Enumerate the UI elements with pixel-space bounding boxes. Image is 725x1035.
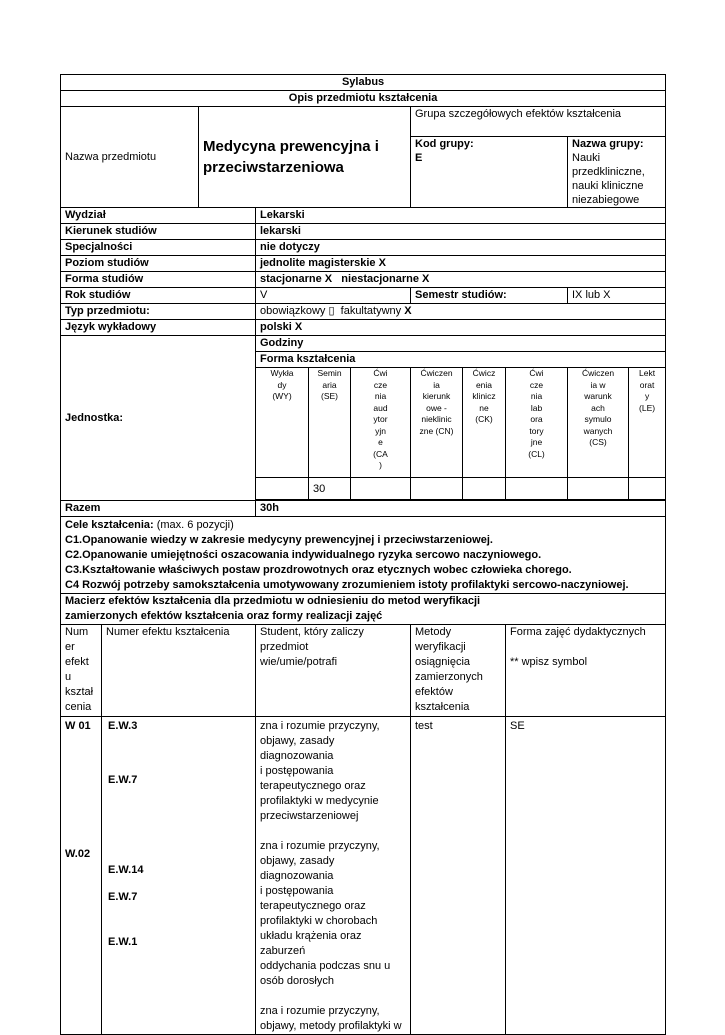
- type-value-mark: X: [404, 305, 412, 317]
- effect-code: E.W.7: [108, 891, 138, 903]
- hours-value: [629, 478, 666, 500]
- matrix-col-header: Student, który zaliczy przedmiot wie/umie/potrafi: [256, 625, 411, 717]
- course-name-value: Medycyna prewencyjna i przeciwstarzeniowa: [199, 107, 411, 208]
- matrix-col-header: Forma zajęć dydaktycznych ** wpisz symbol: [506, 625, 666, 717]
- goals-heading: Cele kształcenia:: [65, 519, 154, 531]
- hours-value: [411, 478, 463, 500]
- hours-value: [463, 478, 506, 500]
- type-label: Typ przedmiotu:: [61, 304, 256, 320]
- info-value: Lekarski: [256, 208, 666, 224]
- effect-number-cell: [61, 717, 102, 1035]
- effect-code: E.W.14: [108, 864, 144, 876]
- info-label: Kierunek studiów: [61, 224, 256, 240]
- course-name-label: Nazwa przedmiotu: [61, 107, 199, 208]
- info-label: Wydział: [61, 208, 256, 224]
- effect-number: W.02: [65, 848, 91, 860]
- group-name-value: Nauki przedkliniczne, nauki kliniczne niezabiegowe: [572, 152, 645, 206]
- form-header: Lekt orat y (LE): [629, 368, 666, 478]
- hours-value: 30: [309, 478, 351, 500]
- group-code-label: Kod grupy:: [415, 138, 474, 150]
- info-value: nie dotyczy: [256, 240, 666, 256]
- group-code-value: E: [415, 152, 423, 164]
- effect-description: zna i rozumie przyczyny, objawy, zasady diagnozowania i postępowania terapeutycznego oraz profilaktyki w medycynie przeciwstarzeniowej zna i rozumie przyczyny, objawy, zasady diagnozowania i postępowania terapeutycznego oraz profilaktyki w chorobach układu krążenia oraz zaburzeń oddychania podczas snu u osób dorosłych zna i rozumie przyczyny, objawy, metody profilaktyki w: [256, 717, 411, 1035]
- year-label: Rok studiów: [61, 288, 256, 304]
- form-header: Wykła dy (WY): [256, 368, 309, 478]
- syllabus-subtitle: Opis przedmiotu kształcenia: [61, 91, 666, 107]
- info-label: Specjalności: [61, 240, 256, 256]
- course-group-label: Grupa szczegółowych efektów kształcenia: [411, 107, 666, 137]
- type-value: obowiązkowy ▯ fakultatywny: [260, 305, 405, 317]
- matrix-heading: Macierz efektów kształcenia dla przedmiotu w odniesieniu do metod weryfikacji zamierzonych efektów kształcenia oraz formy realizacji zajęć: [61, 594, 666, 625]
- total-label: Razem: [61, 501, 256, 517]
- total-value: 30h: [256, 501, 666, 517]
- effect-code: E.W.1: [108, 936, 138, 948]
- matrix-col-header: Metody weryfikacji osiągnięcia zamierzonych efektów kształcenia: [411, 625, 506, 717]
- info-label: Poziom studiów: [61, 256, 256, 272]
- class-form: SE: [506, 717, 666, 1035]
- goal-item: C1.Opanowanie wiedzy w zakresie medycyny prewencyjnej i przeciwstarzeniowej.: [65, 534, 493, 546]
- year-value: V: [256, 288, 411, 304]
- hours-value: [351, 478, 411, 500]
- effect-code: E.W.3: [108, 720, 138, 732]
- goal-item: C3.Kształtowanie właściwych postaw prozdrowotnych oraz etycznych wobec człowieka chorego.: [65, 564, 572, 576]
- language-label: Język wykładowy: [61, 320, 256, 336]
- matrix-col-header: Num er efekt u kształ cenia: [61, 625, 102, 717]
- semester-value: IX lub X: [568, 288, 666, 304]
- verification-method: test: [411, 717, 506, 1035]
- hours-label: Godziny: [256, 336, 666, 352]
- syllabus-page: [60, 74, 665, 1035]
- hours-value: [506, 478, 568, 500]
- matrix-col-header: Numer efektu kształcenia: [102, 625, 256, 717]
- goals-cell: [61, 517, 666, 594]
- form-header: Ćwiczen ia w warunk ach symulo wanych (CS): [568, 368, 629, 478]
- form-label: Forma kształcenia: [256, 352, 666, 368]
- type-value-cell: [256, 304, 666, 320]
- form-header: Ćwiczen ia kierunk owe - nieklinic zne (CN): [411, 368, 463, 478]
- effect-codes-cell: [102, 717, 256, 1035]
- group-code-cell: [411, 137, 568, 208]
- semester-label: Semestr studiów:: [411, 288, 568, 304]
- info-label: Forma studiów: [61, 272, 256, 288]
- hours-value: [256, 478, 309, 500]
- effect-code: E.W.7: [108, 774, 138, 786]
- group-name-cell: [568, 137, 666, 208]
- form-header: Ćwi cze nia aud ytor yjn e (CA ): [351, 368, 411, 478]
- goal-item: C4 Rozwój potrzeby samokształcenia umotywowany zrozumieniem istoty profilaktyki sercowo-naczyniowej.: [65, 579, 629, 591]
- form-header: Ćwicz enia klinicz ne (CK): [463, 368, 506, 478]
- unit-label: Jednostka:: [61, 336, 256, 501]
- syllabus-table: [60, 74, 666, 1035]
- goals-heading-note: (max. 6 pozycji): [153, 519, 234, 531]
- info-value: lekarski: [256, 224, 666, 240]
- form-header: Ćwi cze nia lab ora tory jne (CL): [506, 368, 568, 478]
- form-header: Semin aria (SE): [309, 368, 351, 478]
- info-value: stacjonarne X niestacjonarne X: [256, 272, 666, 288]
- group-name-label: Nazwa grupy:: [572, 138, 644, 150]
- syllabus-title: Sylabus: [61, 75, 666, 91]
- info-value: jednolite magisterskie X: [256, 256, 666, 272]
- effect-number: W 01: [65, 720, 91, 732]
- goal-item: C2.Opanowanie umiejętności oszacowania indywidualnego ryzyka sercowo naczyniowego.: [65, 549, 542, 561]
- language-value: polski X: [256, 320, 666, 336]
- hours-value: [568, 478, 629, 500]
